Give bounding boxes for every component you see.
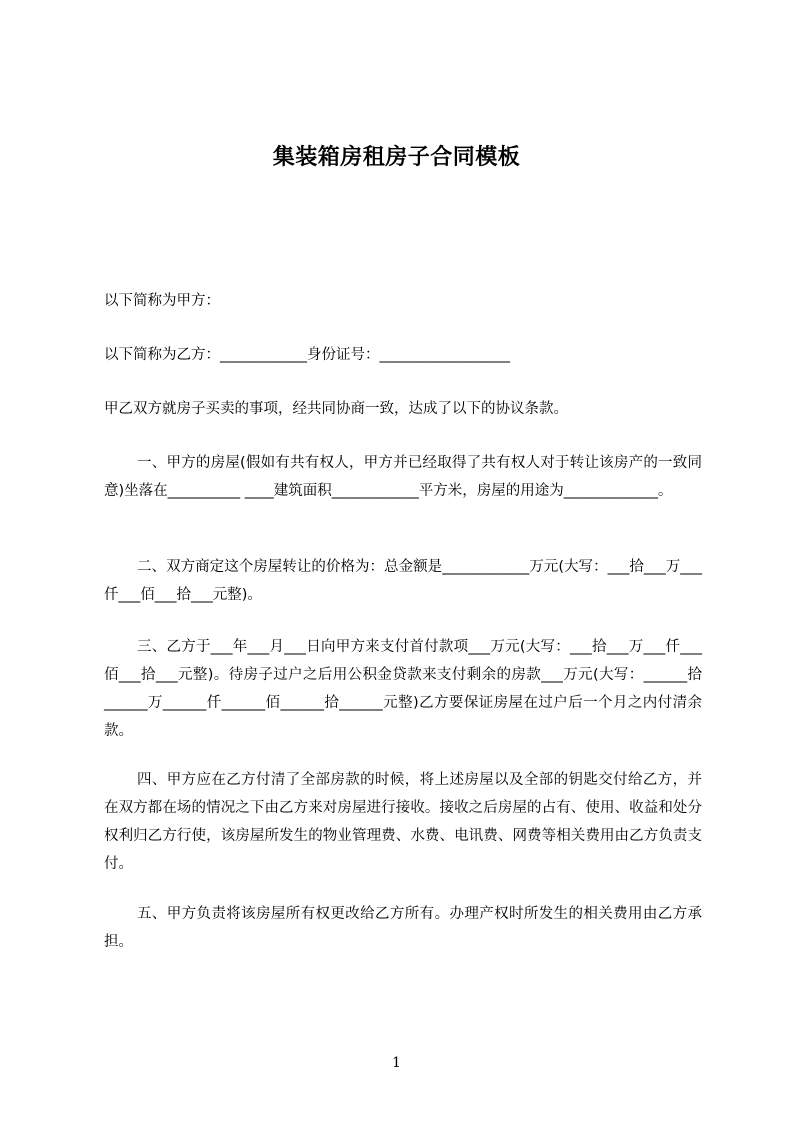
clause-5: 五、甲方负责将该房屋所有权更改给乙方所有。办理产权时所发生的相关费用由乙方承担。 (104, 906, 702, 950)
clause-4: 四、甲方应在乙方付清了全部房款的时候，将上述房屋以及全部的钥匙交付给乙方，并在双方都在场的情况之下由乙方来对房屋进行接收。接收之后房屋的占有、使用、收益和处分权利归乙方行使，该房屋所发生的物业管理费、水费、电讯费、网费等相关费用由乙方负责支付。 (104, 772, 702, 872)
party-a-line: 以下简称为甲方： (104, 293, 220, 309)
clause-2: 二、双方商定这个房屋转让的价格为：总金额是____________万元(大写：___拾___万___仟___佰___拾___元整)。 (104, 559, 702, 603)
document-title: 集装箱房租房子合同模板 (272, 145, 521, 170)
page-number: 1 (392, 1055, 401, 1071)
clause-1: 一、甲方的房屋(假如有共有权人，甲方并已经取得了共有权人对于转让该房产的一致同意)坐落在__________ ____建筑面积____________平方米，房屋的用途为_____________。 (104, 455, 702, 499)
intro-paragraph: 甲乙双方就房子买卖的事项，经共同协商一致，达成了以下的协议条款。 (104, 401, 568, 417)
clause-3: 三、乙方于___年___月___日向甲方来支付首付款项___万元(大写：___拾___万___仟___佰___拾___元整)。待房子过户之后用公积金贷款来支付剩余的房款___万元(大写：______拾______万______仟______佰______拾______元整)乙方要保证房屋在过户后一个月之内付清余款。 (104, 639, 702, 739)
party-b-line: 以下简称为乙方：____________身份证号：__________________ (104, 347, 510, 363)
